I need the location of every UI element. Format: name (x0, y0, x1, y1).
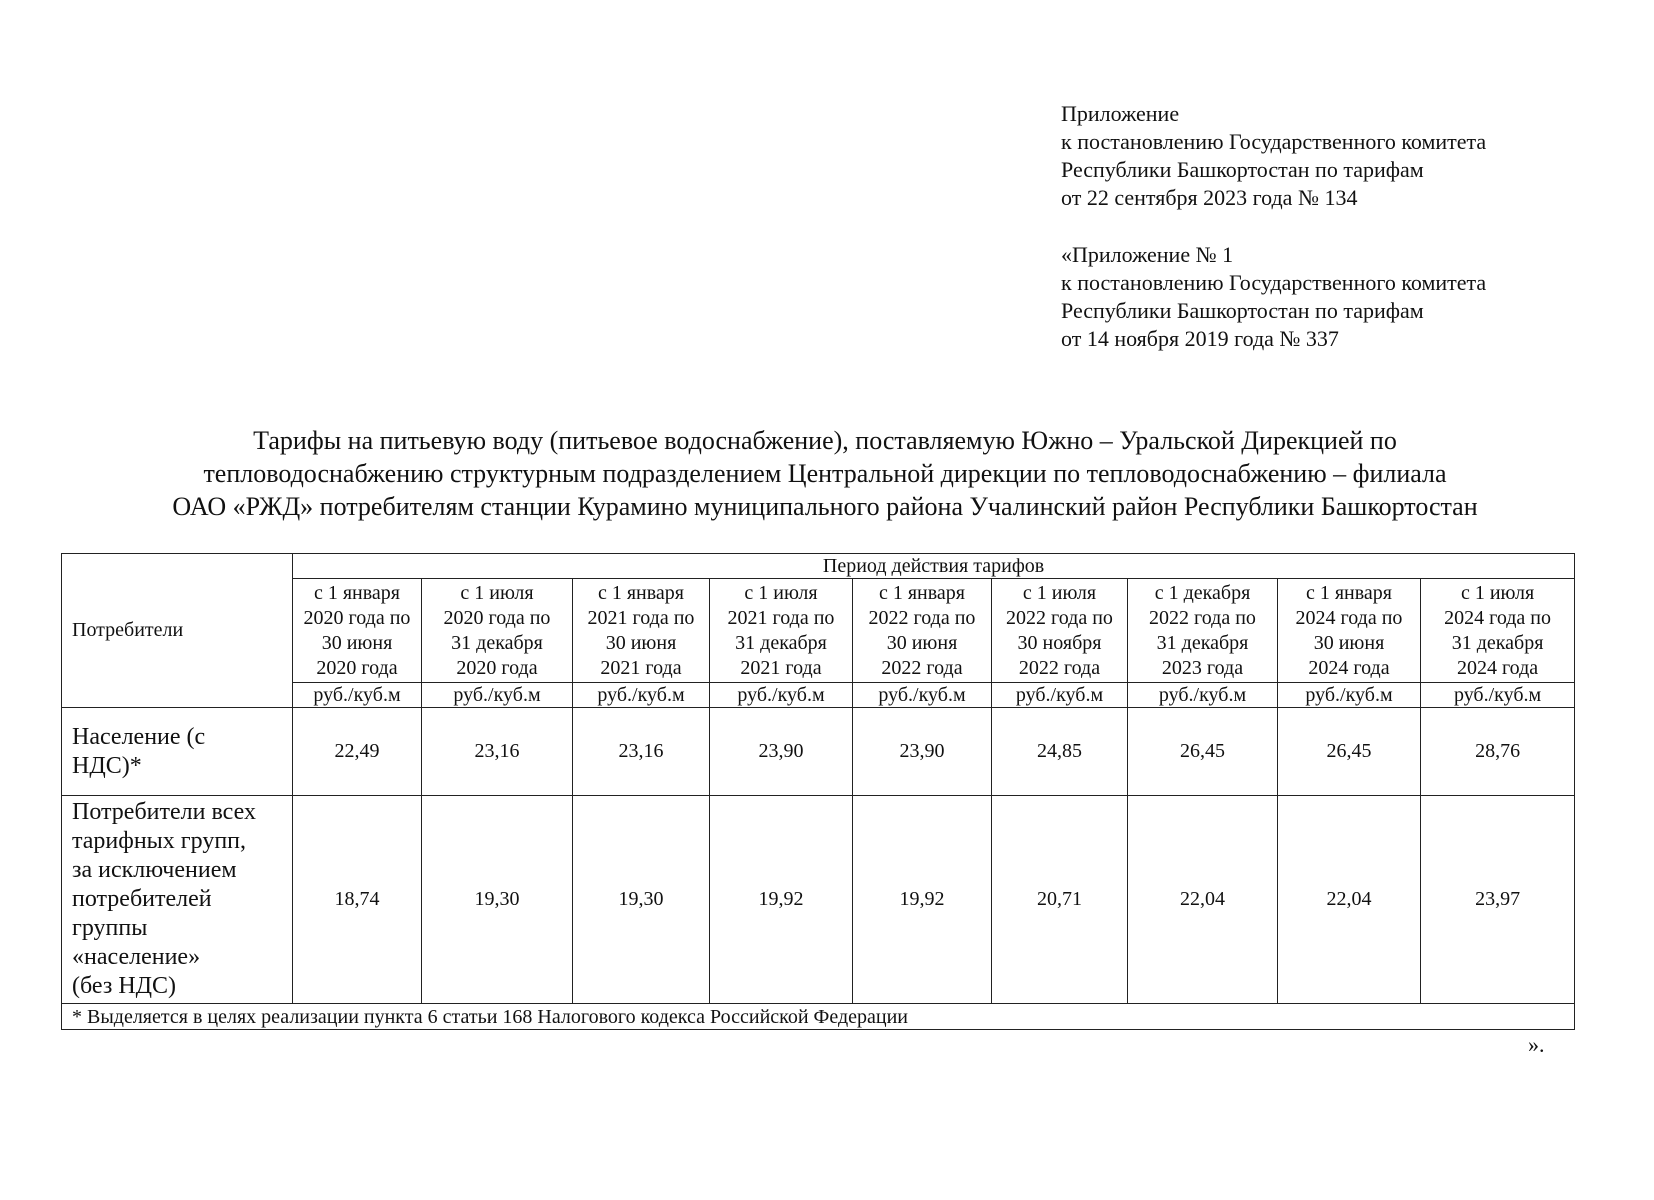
tariff-value-cell: 19,30 (422, 796, 573, 1004)
tariff-value-cell: 26,45 (1278, 708, 1421, 796)
period-header: Период действия тарифов (293, 554, 1575, 579)
title-line: ОАО «РЖД» потребителям станции Курамино муниципального района Учалинский район Республики Башкортостан (172, 492, 1478, 521)
tariff-value-cell: 26,45 (1128, 708, 1278, 796)
unit-cell: руб./куб.м (853, 683, 992, 708)
unit-cell: руб./куб.м (1421, 683, 1575, 708)
tariff-value-cell: 23,16 (573, 708, 710, 796)
period-range-cell: с 1 декабря 2022 года по 31 декабря 2023 года (1128, 579, 1278, 683)
tariff-value-cell: 20,71 (992, 796, 1128, 1004)
tariff-value-cell: 23,90 (853, 708, 992, 796)
period-range-cell: с 1 июля 2024 года по 31 декабря 2024 года (1421, 579, 1575, 683)
unit-cell: руб./куб.м (573, 683, 710, 708)
unit-cell: руб./куб.м (1128, 683, 1278, 708)
period-range-cell: с 1 июля 2021 года по 31 декабря 2021 года (710, 579, 853, 683)
tariffs-table (61, 553, 1575, 1030)
row-label-other-consumers: Потребители всех тарифных групп, за исключением потребителей группы «население» (без НДС) (62, 796, 293, 1004)
tariff-value-cell: 18,74 (293, 796, 422, 1004)
period-range-cell: с 1 июля 2020 года по 31 декабря 2020 года (422, 579, 573, 683)
appendix-header-original (1061, 241, 1486, 353)
header-row-period (62, 554, 1575, 579)
tariff-value-cell: 22,04 (1278, 796, 1421, 1004)
unit-cell: руб./куб.м (710, 683, 853, 708)
appendix-line: от 22 сентября 2023 года № 134 (1061, 185, 1358, 210)
table-row-population (62, 708, 1575, 796)
appendix-line: «Приложение № 1 (1061, 242, 1234, 267)
row-label-population: Население (с НДС)* (62, 708, 293, 796)
tariff-value-cell: 23,90 (710, 708, 853, 796)
closing-quote-mark: ». (1528, 1032, 1545, 1057)
period-range-cell: с 1 января 2022 года по 30 июня 2022 года (853, 579, 992, 683)
unit-cell: руб./куб.м (992, 683, 1128, 708)
tariff-value-cell: 23,97 (1421, 796, 1575, 1004)
tariff-value-cell: 19,92 (853, 796, 992, 1004)
tariff-value-cell: 22,49 (293, 708, 422, 796)
period-range-cell: с 1 января 2020 года по 30 июня 2020 года (293, 579, 422, 683)
footnote: * Выделяется в целях реализации пункта 6 статьи 168 Налогового кодекса Российской Федерации (62, 1004, 1575, 1030)
appendix-line: Приложение (1061, 101, 1180, 126)
unit-cell: руб./куб.м (293, 683, 422, 708)
period-range-cell: с 1 января 2021 года по 30 июня 2021 года (573, 579, 710, 683)
appendix-line: от 14 ноября 2019 года № 337 (1061, 326, 1339, 351)
tariff-value-cell: 19,92 (710, 796, 853, 1004)
appendix-header-current (1061, 100, 1486, 212)
tariff-value-cell: 28,76 (1421, 708, 1575, 796)
consumers-column-header: Потребители (62, 554, 293, 708)
tariff-value-cell: 19,30 (573, 796, 710, 1004)
period-range-cell: с 1 июля 2022 года по 30 ноября 2022 года (992, 579, 1128, 683)
unit-cell: руб./куб.м (422, 683, 573, 708)
period-range-cell: с 1 января 2024 года по 30 июня 2024 года (1278, 579, 1421, 683)
document-title (60, 424, 1590, 523)
title-line: тепловодоснабжению структурным подразделением Центральной дирекции по тепловодоснабжению – филиала (203, 459, 1447, 488)
appendix-line: Республики Башкортостан по тарифам (1061, 298, 1424, 323)
footnote-row (62, 1004, 1575, 1030)
tariff-value-cell: 22,04 (1128, 796, 1278, 1004)
tariff-value-cell: 24,85 (992, 708, 1128, 796)
appendix-line: к постановлению Государственного комитета (1061, 129, 1487, 154)
appendix-line: Республики Башкортостан по тарифам (1061, 157, 1424, 182)
tariff-value-cell: 23,16 (422, 708, 573, 796)
title-line: Тарифы на питьевую воду (питьевое водоснабжение), поставляемую Южно – Уральской Дирекцией по (253, 426, 1397, 455)
appendix-line: к постановлению Государственного комитета (1061, 270, 1487, 295)
unit-cell: руб./куб.м (1278, 683, 1421, 708)
table-row-other-consumers (62, 796, 1575, 1004)
